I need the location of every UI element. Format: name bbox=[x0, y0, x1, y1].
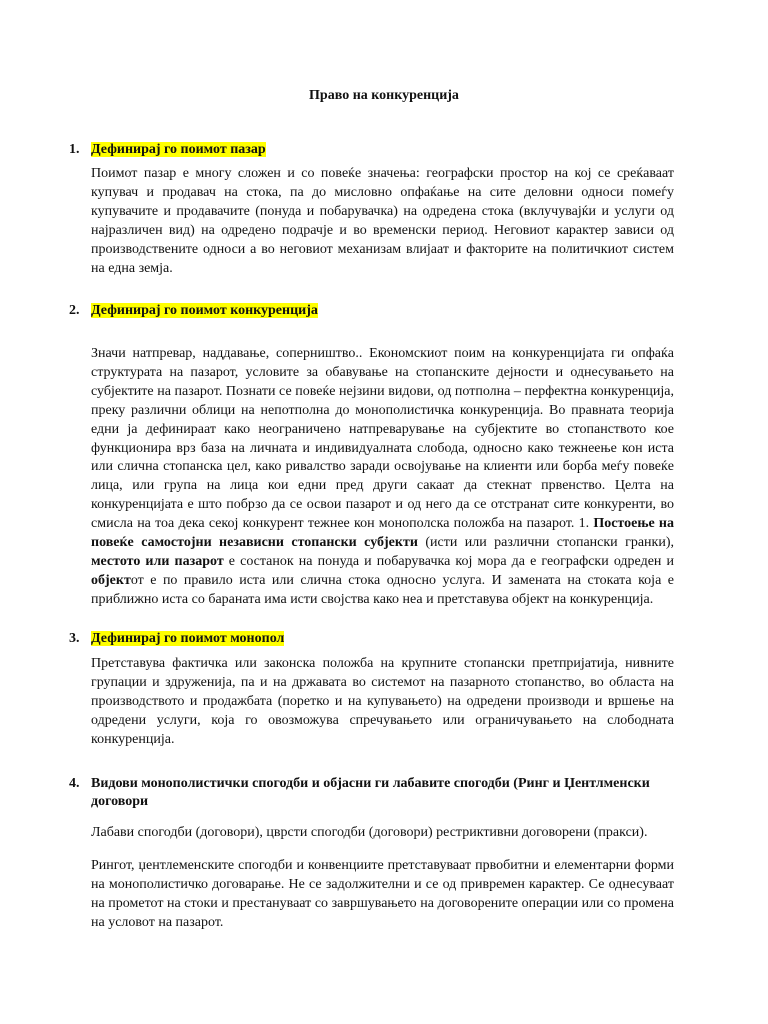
section-4-number: 4. bbox=[69, 776, 80, 791]
section-1-heading bbox=[69, 141, 266, 159]
page-title: Право на конкуренција bbox=[309, 88, 459, 103]
section-2-number: 2. bbox=[69, 303, 80, 318]
section-2-text-c: е состанок на понуда и побарувачка кој мора да е географски одреден и bbox=[223, 553, 674, 569]
section-4-heading bbox=[69, 775, 677, 811]
section-1-number: 1. bbox=[69, 142, 80, 157]
section-3-title: Дефинирај го поимот монопол bbox=[91, 631, 285, 646]
section-4-paragraph-1: Лабави спогодби (договори), цврсти спогодби (договори) рестриктивни договорени (пракси). bbox=[91, 825, 648, 840]
section-2-text-a: Значи натпревар, наддавање, соперништво.. Економскиот поим на конкуренцијата ги опфаќа структурата на пазарот, условите за обавување на стопанските дејности и однесувањето на субјектите на пазарот. Познати се повеќе нејзини видови, од потполна – перфектна конкуренција, преку различни облици на непотполна до монополистичка конкуренција. Во правната теорија едни ја дефинираат како неограничено натпреварување на субјектите во стопанството кое функционира врз база на личната и индивидуалната слобода, односно како тежнеење кон иста или слична стопанска цел, како ривалство заради освојување на клиенти или борба меѓу повеќе лица, или група на лица кои едни пред други сакаат да стекнат првенство. Целта на конкуренцијата е што побрзо да се освои пазарот и од него да се отстранат сите конкуренти, во смисла на тоа дека секој конкурент тежнее кон монополска положба на пазарот. 1. bbox=[91, 346, 674, 532]
section-2-text-b: (исти или различни стопански гранки), bbox=[417, 535, 674, 551]
section-2-title: Дефинирај го поимот конкуренција bbox=[91, 303, 318, 318]
section-2-heading bbox=[69, 302, 318, 320]
section-3-number: 3. bbox=[69, 631, 80, 646]
section-2-bold-2: местото или пазарот bbox=[91, 553, 224, 569]
section-1-paragraph: Поимот пазар е многу сложен и со повеќе значења: географски простор на кој се среќаваат купувач и продавач на стока, па до мисловно опфаќање на сите деловни односи помеѓу купувачите и продавачите (понуда и побарувачка) на одредена стока (вклучувајќи и услуги од најразличен вид) на одредено подрачје и во временски период. Неговиот карактер зависи од производствените односи а во неговиот механизам влијаат и факторите на политичкиот систем на една земја. bbox=[91, 166, 674, 276]
section-4-title-line1: Видови монополистички спогодби и објасни ги лабавите спогодби (Ринг и Џентлменски bbox=[91, 776, 650, 791]
section-2-paragraph bbox=[91, 345, 674, 610]
section-2-bold-1: Постоење на повеќе самостојни независни стопански субјекти bbox=[91, 516, 674, 551]
section-1-title: Дефинирај го поимот пазар bbox=[91, 142, 266, 157]
section-2-bold-3: објект bbox=[91, 572, 131, 588]
section-3-paragraph: Претставува фактичка или законска положба на крупните стопански претпријатија, нивните групации и здруженија, па и на државата во системот на пазарното стопанство, во областа на производството и продажбата (поретко и на купувањето) на одредени производи и вршење на одредени услуги, која го овозможува спречувањето или ограничувањето на слободната конкуренција. bbox=[91, 656, 674, 747]
section-4-paragraph-2: Рингот, џентлеменските спогодби и конвенциите претставуваат првобитни и елементарни форми на монополистичко договарање. Не се задолжителни и се од привремен карактер. Се однесуваат на прометот на стоки и престануваат со завршувањето на договорените операции или со промена на условот на пазарот. bbox=[91, 858, 674, 930]
section-4-title-line2: договори bbox=[91, 794, 149, 809]
section-2-text-d: от е по правило иста или слична стока односно услуга. И замената на стоката која е приближно иста со бараната има исти својства како неа и претставува објект на конкуренција. bbox=[91, 572, 674, 607]
section-3-heading bbox=[69, 630, 284, 648]
